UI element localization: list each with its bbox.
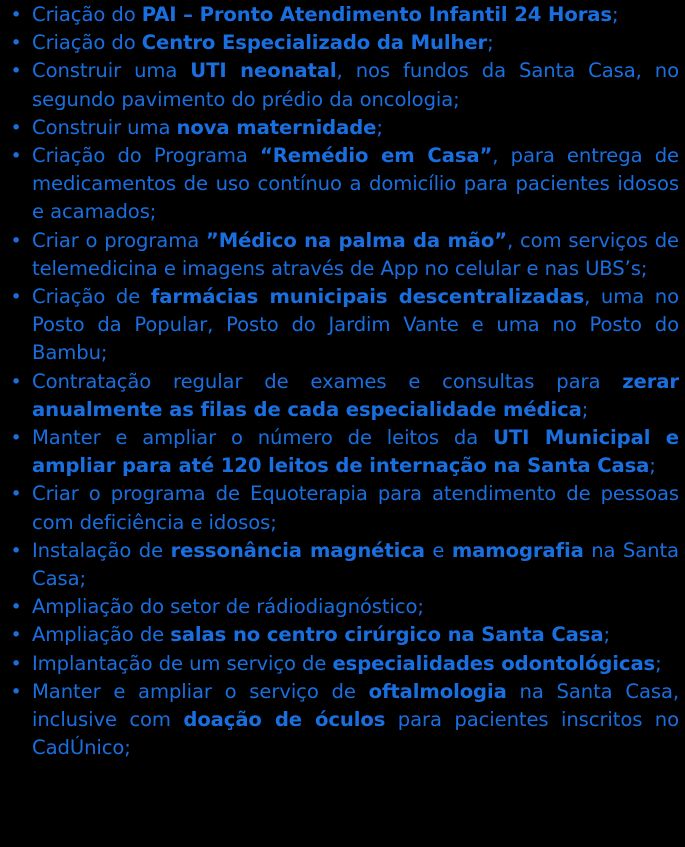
- bullet-icon: •: [10, 680, 22, 703]
- emphasized-text: oftalmologia: [368, 679, 507, 703]
- bullet-icon: •: [10, 624, 22, 647]
- bullet-icon: •: [10, 286, 22, 309]
- emphasized-text: salas no centro cirúrgico na Santa Casa: [170, 623, 604, 647]
- item-text: Construir uma: [32, 59, 191, 83]
- bullet-icon: •: [10, 483, 22, 506]
- item-text: Construir uma: [32, 115, 177, 139]
- item-text: na Santa Casa, inclusive com: [32, 679, 679, 732]
- emphasized-text: doação de óculos: [183, 708, 386, 732]
- bullet-icon: •: [10, 229, 22, 252]
- emphasized-text: “Remédio em Casa”: [259, 144, 493, 168]
- item-text: para pacientes inscritos no CadÚnico;: [32, 708, 680, 760]
- list-item: [2, 283, 679, 368]
- list-item: [2, 227, 679, 283]
- item-text: , para entrega de medicamentos de uso contínuo a domicílio para pacientes idosos e acamados;: [32, 144, 679, 224]
- item-text: ;: [655, 651, 662, 675]
- bullet-icon: •: [10, 116, 22, 139]
- list-item: [2, 424, 679, 480]
- bullet-icon: •: [10, 145, 22, 168]
- bullet-icon: •: [10, 4, 22, 26]
- item-text: ;: [376, 115, 383, 139]
- emphasized-text: ressonância magnética: [170, 538, 425, 562]
- emphasized-text: farmácias municipais descentralizadas: [150, 285, 585, 309]
- emphasized-text: mamografia: [451, 538, 584, 562]
- item-text: Criação do: [32, 31, 142, 55]
- list-item: [2, 480, 679, 536]
- bullet-icon: •: [10, 427, 22, 450]
- item-text: Criação do Programa: [32, 144, 260, 168]
- bullet-icon: •: [10, 596, 22, 619]
- emphasized-text: zerar anualmente as filas de cada especialidade médica: [32, 369, 679, 421]
- bullet-icon: •: [10, 539, 22, 562]
- item-text: , com serviços de telemedicina e imagens através de App no celular e nas UBS’s;: [32, 228, 679, 280]
- list-item: [2, 678, 679, 763]
- item-text: , uma no Posto da Popular, Posto do Jardim Vante e uma no Posto do Bambu;: [32, 285, 680, 365]
- item-text: Criar o programa: [32, 228, 206, 252]
- item-text: ;: [649, 454, 656, 478]
- item-text: Instalação de: [32, 538, 171, 562]
- list-item: [2, 57, 679, 113]
- list-item: [2, 142, 679, 227]
- list-item: [2, 650, 679, 678]
- list-item: [2, 1, 679, 29]
- list-item: [2, 621, 679, 649]
- item-text: , nos fundos da Santa Casa, no segundo pavimento do prédio da oncologia;: [32, 59, 679, 111]
- bullet-icon: •: [10, 652, 22, 675]
- list-item: [2, 537, 679, 593]
- emphasized-text: PAI – Pronto Atendimento Infantil 24 Horas: [141, 3, 612, 26]
- emphasized-text: ”Médico na palma da mão”: [205, 228, 508, 252]
- item-text: na Santa Casa;: [32, 538, 679, 591]
- list-item: [2, 29, 679, 57]
- bullet-icon: •: [10, 32, 22, 55]
- item-text: Criação de: [32, 285, 151, 309]
- bullet-icon: •: [10, 60, 22, 83]
- item-text: ;: [611, 3, 619, 26]
- item-text: Contratação regular de exames e consultas para: [32, 369, 623, 393]
- item-text: Criar o programa de Equoterapia para atendimento de pessoas com deficiência e idosos;: [32, 482, 679, 534]
- item-text: ;: [603, 623, 610, 647]
- item-text: Manter e ampliar o número de leitos da: [32, 426, 494, 450]
- item-text: Ampliação de: [32, 623, 171, 647]
- list-item: [2, 114, 679, 142]
- item-text: e: [424, 538, 452, 562]
- item-text: ;: [581, 397, 589, 421]
- item-text: Manter e ampliar o serviço de: [32, 679, 369, 703]
- item-text: Ampliação do setor de rádiodiagnóstico;: [32, 595, 424, 619]
- bullet-icon: •: [10, 370, 22, 393]
- item-text: ;: [487, 31, 494, 55]
- list-item: [2, 368, 679, 424]
- emphasized-text: especialidades odontológicas: [332, 651, 656, 675]
- emphasized-text: Centro Especializado da Mulher: [141, 31, 488, 55]
- list-item: [2, 593, 679, 621]
- item-text: Implantação de um serviço de: [32, 651, 333, 675]
- emphasized-text: nova maternidade: [176, 115, 377, 139]
- emphasized-text: UTI neonatal: [190, 59, 337, 83]
- emphasized-text: UTI Municipal e ampliar para até 120 leitos de internação na Santa Casa: [32, 426, 679, 478]
- item-text: Criação do: [32, 3, 142, 26]
